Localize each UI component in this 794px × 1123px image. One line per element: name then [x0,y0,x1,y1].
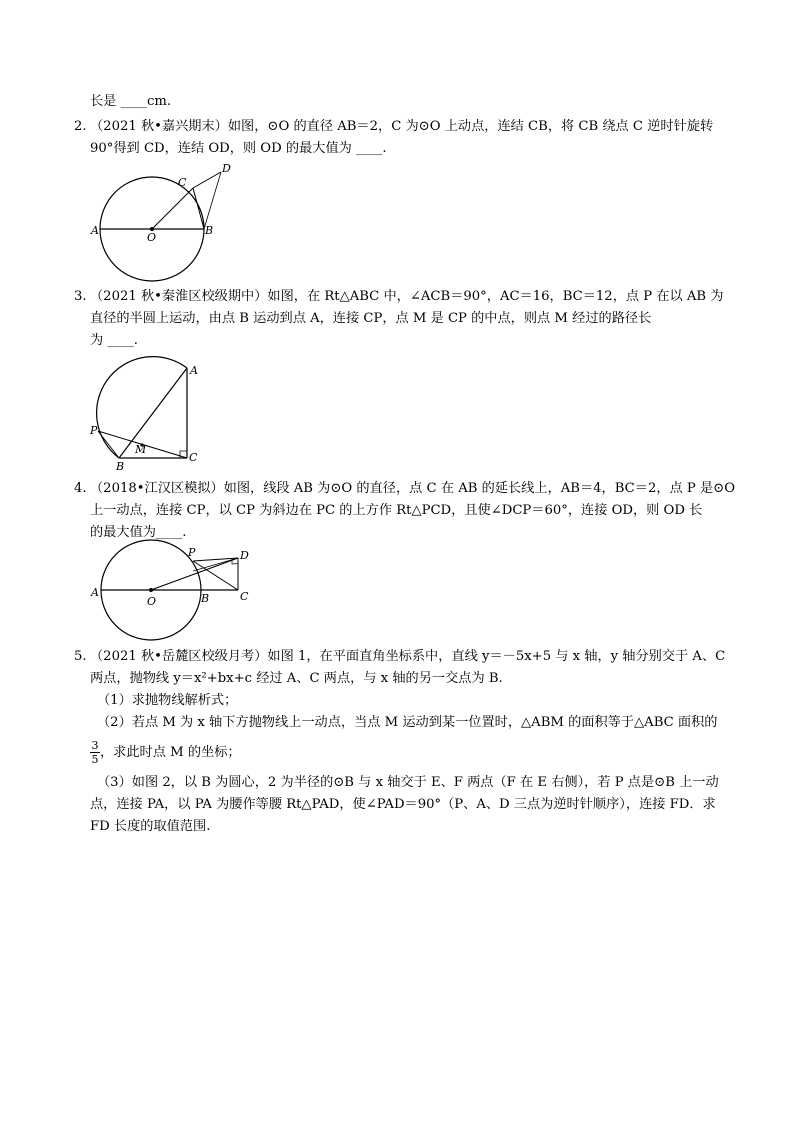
q5-part-2: （2）若点 M 为 x 轴下方抛物线上一动点，当点 M 运动到某一位置时，△ABM 的面积等于△ABC 面积的 [97,715,718,730]
label-a: A [91,224,99,237]
q1-tail: 长是 ____cm. [90,94,172,109]
label-o: O [147,595,157,608]
label-b: B [205,224,214,237]
q2-number: 2. [74,119,87,134]
label-a: A [91,586,99,599]
q5-number: 5. [74,649,87,664]
segment-od [151,558,238,590]
q5-part-3-line-3: FD 长度的取值范围. [90,819,211,834]
q3-line-1: （2021 秋•秦淮区校级期中）如图，在 Rt△ABC 中，∠ACB＝90°，AC＝16，BC＝12，点 P 在以 AB 为 [90,289,724,304]
q4-line-1: （2018•江汉区模拟）如图，线段 AB 为⊙O 的直径，点 C 在 AB 的延长线上，AB＝4，BC＝2，点 P 是⊙O [90,481,736,496]
label-o: O [147,231,157,244]
q4-figure [88,538,268,646]
fraction-three-fifths [90,740,100,765]
q4-line-2: 上一动点，连接 CP，以 CP 为斜边在 PC 的上方作 Rt△PCD，且使∠DCP＝60°，连接 OD，则 OD 长 [90,503,703,518]
hypotenuse-ab [119,368,187,458]
q3-figure [88,355,218,475]
q5-part-1: （1）求抛物线解析式； [97,693,238,708]
label-c: C [189,451,198,464]
segment-pc [193,561,238,590]
segment-od [152,188,193,229]
segment-pb [98,431,119,458]
q5-part-3-line-1: （3）如图 2，以 B 为圆心，2 为半径的⊙B 与 x 轴交于 E、F 两点（F 在 E 右侧），若 P 点是⊙B 上一动 [97,775,719,790]
q2-line-2: 90°得到 CD，连结 OD，则 OD 的最大值为 ____. [90,141,387,156]
segment-cb [193,188,204,229]
q3-line-2: 直径的半圆上运动，由点 B 运动到点 A，连接 CP，点 M 是 CP 的中点，则点 M 经过的路径长 [90,311,652,326]
center-dot [149,588,153,592]
label-m: M [135,443,147,456]
q2-line-1: （2021 秋•嘉兴期末）如图，⊙O 的直径 AB＝2，C 为⊙O 上动点，连结 CB，将 CB 绕点 C 逆时针旋转 [90,119,714,134]
q2-figure [88,160,238,285]
fraction-denominator: 5 [91,753,99,766]
label-b: B [116,460,125,473]
q3-line-3: 为 ____. [90,333,138,348]
label-p: P [188,546,196,559]
label-b: B [201,592,210,605]
q5-part-3-line-2: 点，连接 PA，以 PA 为腰作等腰 Rt△PAD，使∠PAD＝90°（P、A、D 三点为逆时针顺序），连接 FD．求 [90,797,716,812]
fraction-numerator: 3 [91,739,99,752]
label-c: C [178,176,187,189]
label-a: A [190,364,198,377]
q4-number: 4. [74,481,87,496]
q5-line-1: （2021 秋•岳麓区校级月考）如图 1，在平面直角坐标系中，直线 y＝－5x+5 与 x 轴，y 轴分别交于 A、C [90,649,726,664]
q4-line-3: 的最大值为____. [90,525,187,540]
label-p: P [90,424,98,437]
label-c: C [240,590,249,603]
q5-part-2-tail: ，求此时点 M 的坐标； [100,745,241,760]
label-d: D [222,162,231,175]
q5-line-2: 两点，抛物线 y＝x²+bx+c 经过 A、C 两点，与 x 轴的另一交点为 B. [90,671,503,686]
label-d: D [240,549,249,562]
q3-number: 3. [74,289,87,304]
